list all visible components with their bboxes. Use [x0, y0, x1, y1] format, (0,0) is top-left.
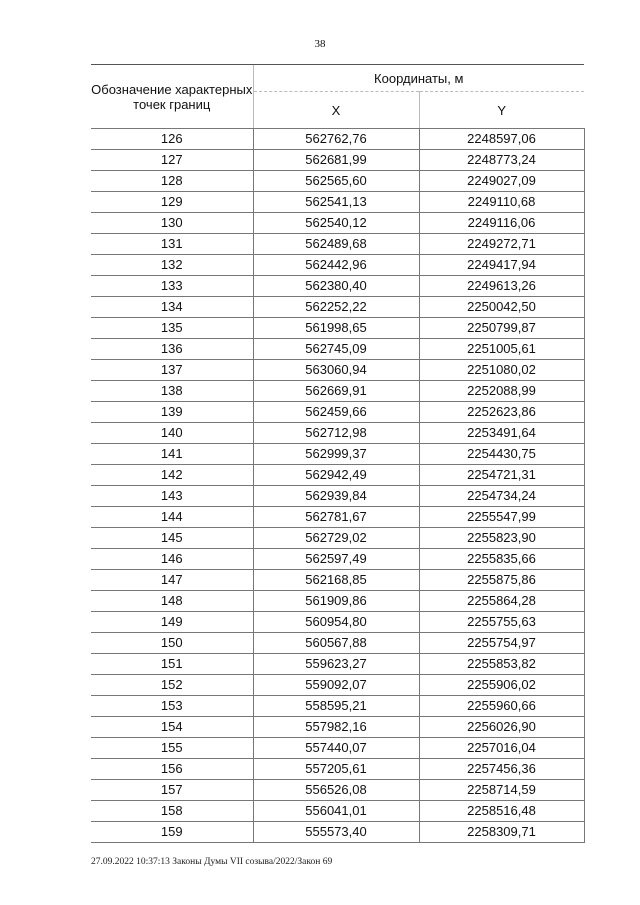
x-coordinate-cell: 560954,80 [253, 612, 419, 633]
table-row [91, 507, 584, 528]
y-coordinate-cell: 2255755,63 [419, 612, 584, 633]
x-coordinate-cell: 559623,27 [253, 654, 419, 675]
y-coordinate-cell: 2255823,90 [419, 528, 584, 549]
x-coordinate-cell: 562541,13 [253, 192, 419, 213]
table-row [91, 129, 584, 150]
table-row [91, 192, 584, 213]
x-coordinate-cell: 562168,85 [253, 570, 419, 591]
point-cell: 157 [91, 780, 253, 801]
point-cell: 144 [91, 507, 253, 528]
x-coordinate-cell: 563060,94 [253, 360, 419, 381]
y-coordinate-cell: 2255547,99 [419, 507, 584, 528]
table-row [91, 759, 584, 780]
x-coordinate-cell: 556041,01 [253, 801, 419, 822]
table-row [91, 486, 584, 507]
point-cell: 155 [91, 738, 253, 759]
point-cell: 139 [91, 402, 253, 423]
y-coordinate-cell: 2258516,48 [419, 801, 584, 822]
x-coordinate-cell: 556526,08 [253, 780, 419, 801]
table-row [91, 150, 584, 171]
point-cell: 151 [91, 654, 253, 675]
x-coordinate-cell: 557440,07 [253, 738, 419, 759]
table-row [91, 801, 584, 822]
table-row [91, 381, 584, 402]
point-cell: 146 [91, 549, 253, 570]
y-coordinate-cell: 2252623,86 [419, 402, 584, 423]
point-cell: 152 [91, 675, 253, 696]
table-row [91, 423, 584, 444]
table-row [91, 591, 584, 612]
table-row [91, 360, 584, 381]
point-cell: 159 [91, 822, 253, 843]
table-row [91, 675, 584, 696]
y-coordinate-cell: 2255960,66 [419, 696, 584, 717]
x-coordinate-cell: 562729,02 [253, 528, 419, 549]
y-coordinate-cell: 2255906,02 [419, 675, 584, 696]
y-coordinate-cell: 2257456,36 [419, 759, 584, 780]
point-cell: 148 [91, 591, 253, 612]
table-header [91, 65, 584, 129]
table-row [91, 612, 584, 633]
y-coordinate-cell: 2252088,99 [419, 381, 584, 402]
x-coordinate-cell: 561909,86 [253, 591, 419, 612]
point-cell: 131 [91, 234, 253, 255]
table-row [91, 633, 584, 654]
table-row [91, 528, 584, 549]
point-cell: 147 [91, 570, 253, 591]
x-coordinate-cell: 557205,61 [253, 759, 419, 780]
table-row [91, 444, 584, 465]
x-coordinate-cell: 559092,07 [253, 675, 419, 696]
point-cell: 156 [91, 759, 253, 780]
y-coordinate-cell: 2251005,61 [419, 339, 584, 360]
table-row [91, 171, 584, 192]
point-cell: 158 [91, 801, 253, 822]
x-coordinate-cell: 562252,22 [253, 297, 419, 318]
point-cell: 129 [91, 192, 253, 213]
table-row [91, 780, 584, 801]
y-column-header: Y [419, 92, 584, 129]
point-cell: 126 [91, 129, 253, 150]
page-number: 38 [314, 38, 326, 50]
point-cell: 128 [91, 171, 253, 192]
y-coordinate-cell: 2251080,02 [419, 360, 584, 381]
point-cell: 142 [91, 465, 253, 486]
y-coordinate-cell: 2249417,94 [419, 255, 584, 276]
point-cell: 154 [91, 717, 253, 738]
y-coordinate-cell: 2256026,90 [419, 717, 584, 738]
y-coordinate-cell: 2250799,87 [419, 318, 584, 339]
point-cell: 136 [91, 339, 253, 360]
coordinates-table [91, 64, 585, 843]
x-column-header: X [253, 92, 419, 129]
table-row [91, 570, 584, 591]
x-coordinate-cell: 562565,60 [253, 171, 419, 192]
y-coordinate-cell: 2255853,82 [419, 654, 584, 675]
y-coordinate-cell: 2255875,86 [419, 570, 584, 591]
y-coordinate-cell: 2254734,24 [419, 486, 584, 507]
y-coordinate-cell: 2254430,75 [419, 444, 584, 465]
x-coordinate-cell: 558595,21 [253, 696, 419, 717]
x-coordinate-cell: 562999,37 [253, 444, 419, 465]
table-row [91, 213, 584, 234]
y-coordinate-cell: 2258309,71 [419, 822, 584, 843]
x-coordinate-cell: 560567,88 [253, 633, 419, 654]
y-coordinate-cell: 2254721,31 [419, 465, 584, 486]
point-cell: 141 [91, 444, 253, 465]
point-cell: 130 [91, 213, 253, 234]
point-cell: 150 [91, 633, 253, 654]
y-coordinate-cell: 2255835,66 [419, 549, 584, 570]
table-row [91, 696, 584, 717]
x-coordinate-cell: 555573,40 [253, 822, 419, 843]
x-coordinate-cell: 561998,65 [253, 318, 419, 339]
table-row [91, 717, 584, 738]
y-coordinate-cell: 2255864,28 [419, 591, 584, 612]
point-cell: 132 [91, 255, 253, 276]
points-column-header: Обозначение характерных точек границ [91, 65, 253, 129]
table-row [91, 465, 584, 486]
y-coordinate-cell: 2249027,09 [419, 171, 584, 192]
x-coordinate-cell: 562489,68 [253, 234, 419, 255]
table-row [91, 738, 584, 759]
table-row [91, 297, 584, 318]
table-row [91, 822, 584, 843]
x-coordinate-cell: 562781,67 [253, 507, 419, 528]
table-row [91, 402, 584, 423]
point-cell: 149 [91, 612, 253, 633]
table-row [91, 255, 584, 276]
x-coordinate-cell: 562681,99 [253, 150, 419, 171]
y-coordinate-cell: 2253491,64 [419, 423, 584, 444]
x-coordinate-cell: 562942,49 [253, 465, 419, 486]
point-cell: 138 [91, 381, 253, 402]
point-cell: 153 [91, 696, 253, 717]
y-coordinate-cell: 2255754,97 [419, 633, 584, 654]
x-coordinate-cell: 557982,16 [253, 717, 419, 738]
y-coordinate-cell: 2248773,24 [419, 150, 584, 171]
y-coordinate-cell: 2249110,68 [419, 192, 584, 213]
x-coordinate-cell: 562459,66 [253, 402, 419, 423]
coordinates-column-header: Координаты, м [253, 65, 584, 92]
x-coordinate-cell: 562762,76 [253, 129, 419, 150]
y-coordinate-cell: 2249613,26 [419, 276, 584, 297]
y-coordinate-cell: 2258714,59 [419, 780, 584, 801]
table-row [91, 276, 584, 297]
point-cell: 127 [91, 150, 253, 171]
point-cell: 137 [91, 360, 253, 381]
table-row [91, 318, 584, 339]
footer-stamp: 27.09.2022 10:37:13 Законы Думы VII созыва/2022/Закон 69 [91, 857, 333, 867]
point-cell: 145 [91, 528, 253, 549]
y-coordinate-cell: 2249116,06 [419, 213, 584, 234]
table-row [91, 234, 584, 255]
y-coordinate-cell: 2257016,04 [419, 738, 584, 759]
x-coordinate-cell: 562712,98 [253, 423, 419, 444]
point-cell: 133 [91, 276, 253, 297]
y-coordinate-cell: 2249272,71 [419, 234, 584, 255]
y-coordinate-cell: 2248597,06 [419, 129, 584, 150]
x-coordinate-cell: 562442,96 [253, 255, 419, 276]
x-coordinate-cell: 562745,09 [253, 339, 419, 360]
point-cell: 135 [91, 318, 253, 339]
table-row [91, 339, 584, 360]
table-row [91, 654, 584, 675]
x-coordinate-cell: 562669,91 [253, 381, 419, 402]
table-body [91, 129, 584, 843]
point-cell: 134 [91, 297, 253, 318]
x-coordinate-cell: 562597,49 [253, 549, 419, 570]
point-cell: 140 [91, 423, 253, 444]
x-coordinate-cell: 562380,40 [253, 276, 419, 297]
x-coordinate-cell: 562939,84 [253, 486, 419, 507]
point-cell: 143 [91, 486, 253, 507]
table-row [91, 549, 584, 570]
x-coordinate-cell: 562540,12 [253, 213, 419, 234]
y-coordinate-cell: 2250042,50 [419, 297, 584, 318]
